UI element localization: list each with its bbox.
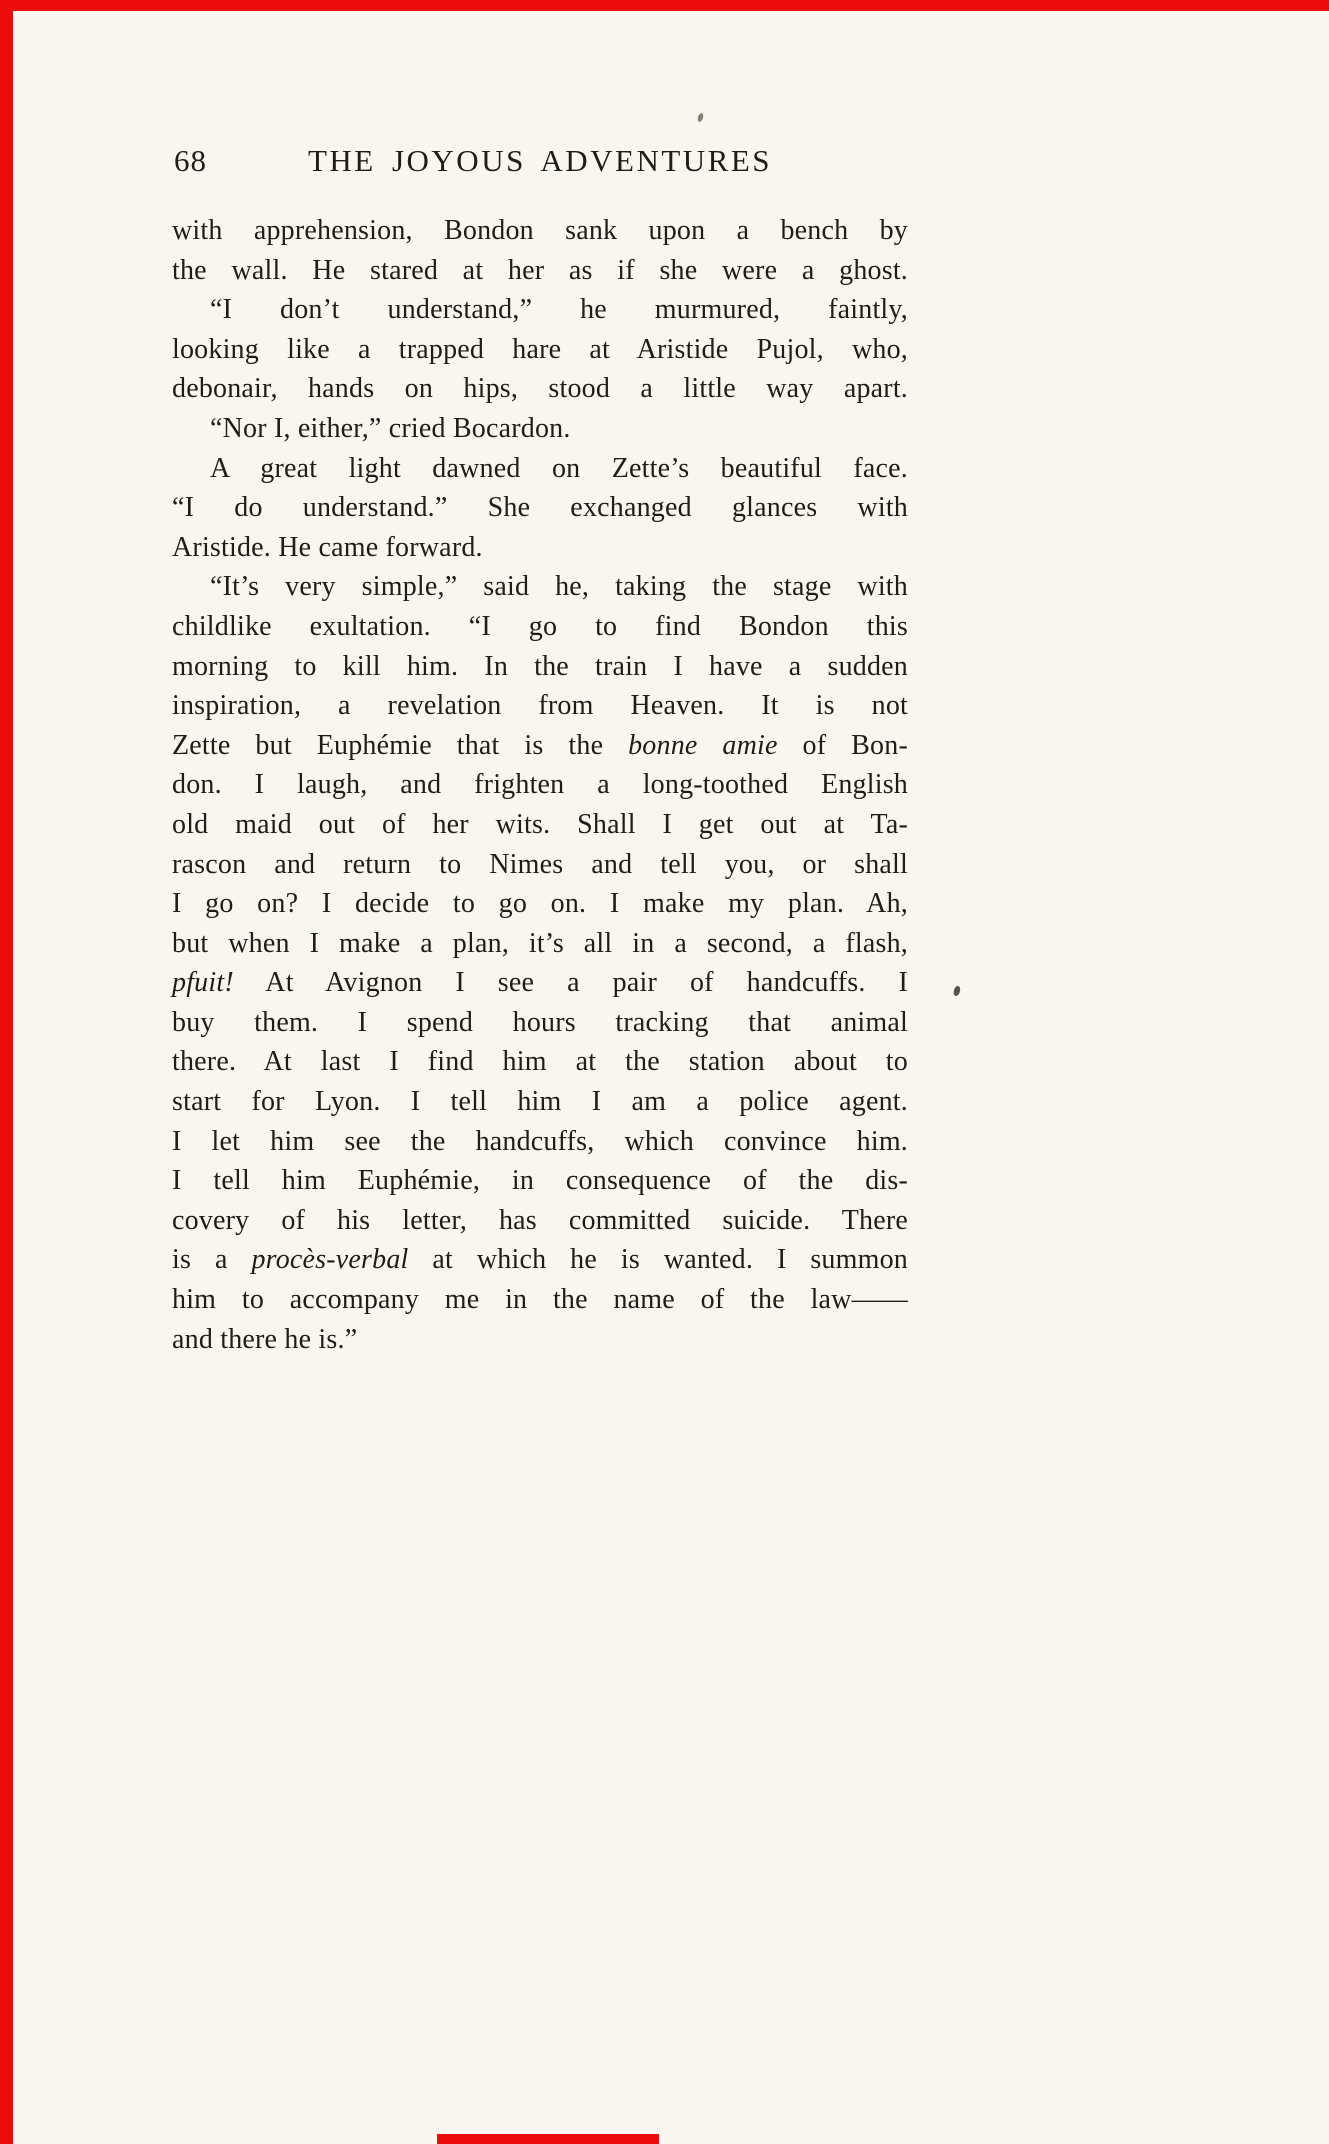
text-line	[172, 1003, 908, 1043]
text-segment: morning to kill him. In the train I have a sudden	[172, 650, 908, 682]
text-line	[172, 1240, 908, 1280]
text-segment: debonair, hands on hips, stood a little way apart.	[172, 373, 908, 405]
text-line	[172, 884, 908, 924]
text-line	[172, 409, 908, 449]
text-segment: I go on? I decide to go on. I make my plan. Ah,	[172, 888, 908, 920]
text-line	[172, 211, 908, 251]
paragraph	[172, 567, 908, 1359]
page-title: THE JOYOUS ADVENTURES	[307, 143, 773, 178]
text-line	[172, 449, 908, 489]
paragraph	[172, 449, 908, 568]
text-segment: Zette but Euphémie that is the	[172, 729, 629, 761]
text-line	[172, 963, 908, 1003]
text-segment: Aristide. He came forward.	[172, 531, 483, 563]
text-segment: “Nor I, either,” cried Bocardon.	[210, 412, 571, 444]
text-line	[172, 1042, 908, 1082]
paragraph	[172, 409, 908, 449]
text-line	[172, 686, 908, 726]
text-line	[172, 1280, 908, 1320]
text-segment: “It’s very simple,” said he, taking the stage with	[210, 571, 908, 603]
text-line	[172, 290, 908, 330]
text-line	[172, 1320, 908, 1360]
text-line	[172, 251, 908, 291]
text-line	[172, 726, 908, 766]
text-segment: is a	[172, 1244, 252, 1276]
scan-edge-left	[0, 0, 13, 2144]
scan-speckle	[697, 112, 705, 122]
text-line	[172, 488, 908, 528]
text-segment: there. At last I find him at the station about to	[172, 1046, 908, 1078]
text-line	[172, 528, 908, 568]
text-segment: covery of his letter, has committed suicide. There	[172, 1204, 908, 1236]
text-segment: “I don’t understand,” he murmured, faintly,	[210, 294, 908, 326]
text-segment: don. I laugh, and frighten a long-toothed English	[172, 769, 908, 801]
text-segment: At Avignon I see a pair of handcuffs. I	[233, 967, 908, 999]
text-line	[172, 567, 908, 607]
text-segment: I let him see the handcuffs, which convince him.	[172, 1125, 908, 1157]
text-line	[172, 805, 908, 845]
text-line	[172, 924, 908, 964]
scan-edge-top	[0, 0, 1329, 11]
text-segment: rascon and return to Nimes and tell you, or shall	[172, 848, 908, 880]
text-line	[172, 1122, 908, 1162]
italic-text: procès-verbal	[251, 1244, 409, 1276]
text-segment: “I do understand.” She exchanged glances with	[172, 492, 908, 524]
text-line	[172, 845, 908, 885]
text-segment: buy them. I spend hours tracking that animal	[172, 1006, 908, 1038]
text-line	[172, 1161, 908, 1201]
text-segment: the wall. He stared at her as if she were a ghost.	[172, 254, 908, 286]
text-segment: and there he is.”	[172, 1323, 358, 1355]
text-segment: him to accompany me in the name of the law——	[172, 1284, 908, 1316]
text-segment: old maid out of her wits. Shall I get out at Ta-	[172, 808, 908, 840]
paragraph	[172, 290, 908, 409]
italic-text: bonne amie	[628, 729, 778, 761]
page-body	[172, 211, 908, 1359]
text-segment: I tell him Euphémie, in consequence of the dis-	[172, 1165, 908, 1197]
text-line	[172, 369, 908, 409]
text-line	[172, 1082, 908, 1122]
text-segment: with apprehension, Bondon sank upon a bench by	[172, 215, 908, 246]
text-line	[172, 330, 908, 370]
text-line	[172, 647, 908, 687]
page-number: 68	[174, 143, 207, 178]
scan-speckle	[953, 985, 961, 996]
scan-edge-bottom	[437, 2134, 659, 2144]
text-segment: of Bon-	[777, 729, 908, 761]
text-segment: looking like a trapped hare at Aristide Pujol, who,	[172, 333, 908, 365]
text-line	[172, 607, 908, 647]
text-segment: start for Lyon. I tell him I am a police agent.	[172, 1086, 908, 1118]
paragraph	[172, 211, 908, 290]
text-segment: inspiration, a revelation from Heaven. It is not	[172, 690, 908, 722]
text-segment: at which he is wanted. I summon	[408, 1244, 908, 1276]
italic-text: pfuit!	[172, 967, 234, 999]
page-header	[172, 140, 908, 182]
text-segment: A great light dawned on Zette’s beautiful face.	[210, 452, 908, 484]
text-line	[172, 1201, 908, 1241]
text-segment: childlike exultation. “I go to find Bondon this	[172, 610, 908, 642]
text-segment: but when I make a plan, it’s all in a second, a flash,	[172, 927, 908, 959]
text-line	[172, 765, 908, 805]
